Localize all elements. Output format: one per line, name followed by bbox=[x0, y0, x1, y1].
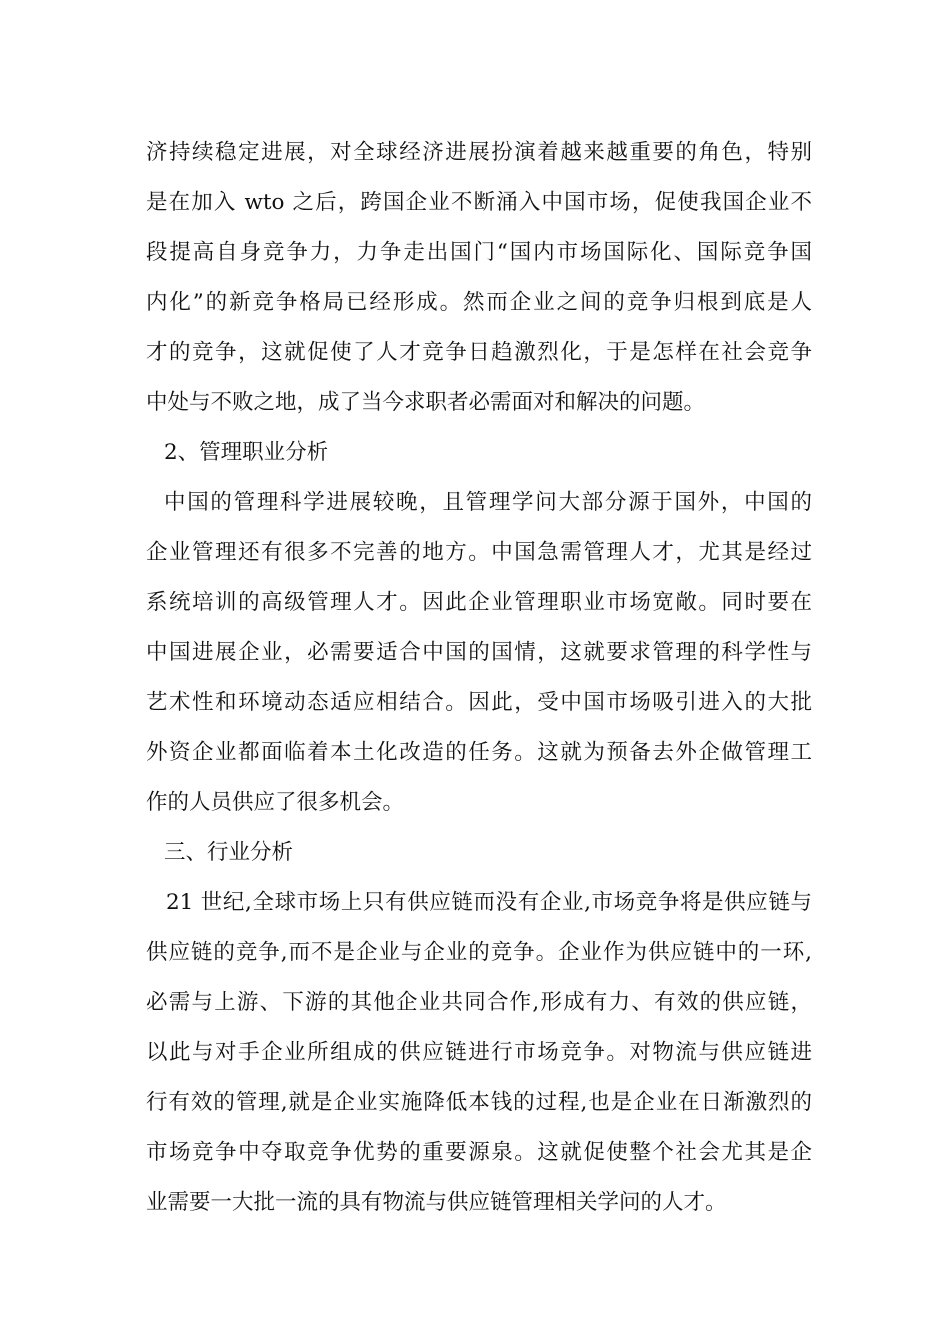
paragraph-line: 内化”的新竞争格局已经形成。然而企业之间的竞争归根到底是人 bbox=[146, 290, 812, 315]
paragraph-line: 是在加入 wto 之后，跨国企业不断涌入中国市场，促使我国企业不 bbox=[146, 190, 812, 215]
paragraph-line: 21 世纪,全球市场上只有供应链而没有企业,市场竞争将是供应链与 bbox=[166, 890, 812, 915]
paragraph-line: 市场竞争中夺取竞争优势的重要源泉。这就促使整个社会尤其是企 bbox=[146, 1140, 812, 1165]
paragraph-line: 业需要一大批一流的具有物流与供应链管理相关学问的人才。 bbox=[146, 1190, 727, 1215]
paragraph-line: 中处与不败之地，成了当今求职者必需面对和解决的问题。 bbox=[146, 390, 706, 415]
paragraph-line: 中国进展企业，必需要适合中国的国情，这就要求管理的科学性与 bbox=[146, 640, 812, 665]
paragraph-line: 系统培训的高级管理人才。因此企业管理职业市场宽敞。同时要在 bbox=[146, 590, 812, 615]
paragraph-line: 必需与上游、下游的其他企业共同合作,形成有力、有效的供应链， bbox=[146, 990, 812, 1015]
paragraph-line: 艺术性和环境动态适应相结合。因此，受中国市场吸引进入的大批 bbox=[146, 690, 812, 715]
paragraph-line: 段提高自身竞争力，力争走出国门“国内市场国际化、国际竞争国 bbox=[146, 240, 812, 265]
section-heading: 三、行业分析 bbox=[164, 840, 294, 865]
paragraph-line: 外资企业都面临着本土化改造的任务。这就为预备去外企做管理工 bbox=[146, 740, 812, 765]
paragraph-line: 济持续稳定进展，对全球经济进展扮演着越来越重要的角色，特别 bbox=[146, 140, 812, 165]
paragraph-line: 行有效的管理,就是企业实施降低本钱的过程,也是企业在日渐激烈的 bbox=[146, 1090, 812, 1115]
paragraph-line: 企业管理还有很多不完善的地方。中国急需管理人才，尤其是经过 bbox=[146, 540, 812, 565]
section-heading: 2、管理职业分析 bbox=[164, 440, 329, 465]
document-body bbox=[146, 128, 812, 1228]
paragraph-line: 作的人员供应了很多机会。 bbox=[146, 790, 405, 815]
paragraph-line: 才的竞争，这就促使了人才竞争日趋激烈化，于是怎样在社会竞争 bbox=[146, 340, 812, 365]
paragraph-line: 中国的管理科学进展较晚，且管理学问大部分源于国外，中国的 bbox=[164, 490, 812, 515]
paragraph-line: 以此与对手企业所组成的供应链进行市场竞争。对物流与供应链进 bbox=[146, 1040, 812, 1065]
paragraph-line: 供应链的竞争,而不是企业与企业的竞争。企业作为供应链中的一环, bbox=[146, 940, 812, 965]
